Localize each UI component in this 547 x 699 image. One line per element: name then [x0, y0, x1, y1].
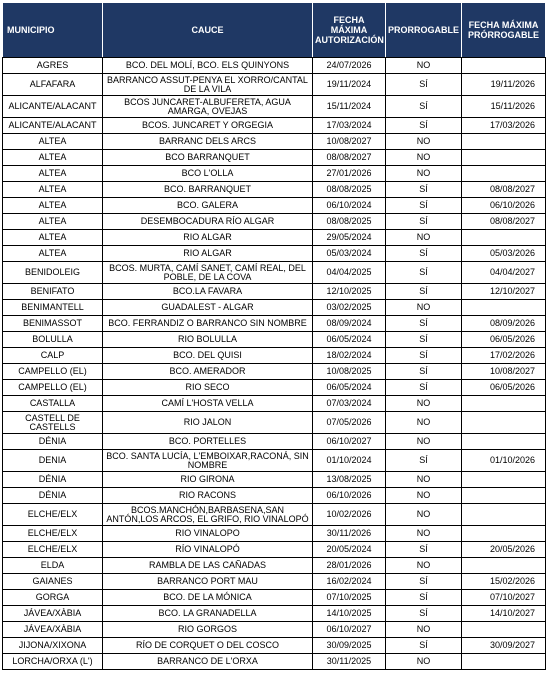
table-row	[3, 284, 546, 300]
cell-cauce: BCO. DEL QUISI	[103, 348, 313, 364]
cell-cauce: RIO ALGAR	[103, 246, 313, 262]
cell-municipio: CAMPELLO (EL)	[3, 380, 103, 396]
cell-municipio: ALTEA	[3, 230, 103, 246]
cell-fecha-autorizacion: 18/02/2024	[313, 348, 386, 364]
table-row	[3, 574, 546, 590]
cell-municipio: CASTALLA	[3, 396, 103, 412]
table-row	[3, 590, 546, 606]
cell-prorrogable: SÍ	[386, 284, 462, 300]
cell-prorrogable: NO	[386, 412, 462, 434]
cell-municipio: JÁVEA/XÀBIA	[3, 606, 103, 622]
table-row	[3, 150, 546, 166]
cell-fecha-prorrogable: 08/09/2026	[462, 316, 546, 332]
cell-cauce: BARRANCO PORT MAU	[103, 574, 313, 590]
cell-municipio: DÉNIA	[3, 434, 103, 450]
cell-municipio: AGRES	[3, 58, 103, 74]
cell-cauce: BCO. BARRANQUET	[103, 182, 313, 198]
cell-fecha-prorrogable	[462, 58, 546, 74]
cell-cauce: GUADALEST - ALGAR	[103, 300, 313, 316]
cell-prorrogable: SÍ	[386, 96, 462, 118]
cell-fecha-prorrogable: 15/11/2026	[462, 96, 546, 118]
table-row	[3, 558, 546, 574]
cell-cauce: RÍO DE CORQUET O DEL COSCO	[103, 638, 313, 654]
table-row	[3, 134, 546, 150]
cell-fecha-autorizacion: 07/10/2025	[313, 590, 386, 606]
cell-prorrogable: SÍ	[386, 606, 462, 622]
cell-municipio: CAMPELLO (EL)	[3, 364, 103, 380]
cell-cauce: BCO.LA FAVARA	[103, 284, 313, 300]
cell-municipio: ALTEA	[3, 166, 103, 182]
cell-prorrogable: NO	[386, 434, 462, 450]
cell-fecha-autorizacion: 14/10/2025	[313, 606, 386, 622]
cell-fecha-prorrogable	[462, 434, 546, 450]
cell-prorrogable: SÍ	[386, 348, 462, 364]
cell-municipio: DÉNIA	[3, 472, 103, 488]
cell-prorrogable: NO	[386, 134, 462, 150]
cell-fecha-autorizacion: 06/10/2026	[313, 488, 386, 504]
cell-municipio: CALP	[3, 348, 103, 364]
cell-municipio: BENIFATO	[3, 284, 103, 300]
cell-municipio: ALTEA	[3, 150, 103, 166]
cell-prorrogable: SÍ	[386, 590, 462, 606]
table-row	[3, 380, 546, 396]
cell-fecha-prorrogable	[462, 300, 546, 316]
cell-fecha-autorizacion: 07/05/2026	[313, 412, 386, 434]
cell-fecha-autorizacion: 15/11/2024	[313, 96, 386, 118]
cell-prorrogable: NO	[386, 526, 462, 542]
table-row	[3, 638, 546, 654]
header-row	[3, 3, 546, 58]
cell-cauce: BCOS JUNCARET-ALBUFERETA, AGUA AMARGA, OVEJAS	[103, 96, 313, 118]
cell-municipio: DENIA	[3, 450, 103, 472]
cell-prorrogable: SÍ	[386, 214, 462, 230]
cell-fecha-autorizacion: 13/08/2025	[313, 472, 386, 488]
cell-fecha-prorrogable	[462, 396, 546, 412]
cell-fecha-autorizacion: 08/08/2027	[313, 150, 386, 166]
cell-prorrogable: SÍ	[386, 316, 462, 332]
cell-prorrogable: NO	[386, 230, 462, 246]
cell-municipio: JIJONA/XIXONA	[3, 638, 103, 654]
cell-fecha-autorizacion: 06/10/2024	[313, 198, 386, 214]
table-body	[3, 58, 546, 670]
table-row	[3, 348, 546, 364]
cell-fecha-autorizacion: 10/08/2027	[313, 134, 386, 150]
cell-cauce: BARRANCO ASSUT-PENYA EL XORRO/CANTAL DE LA VILA	[103, 74, 313, 96]
cell-municipio: ALTEA	[3, 214, 103, 230]
cell-prorrogable: SÍ	[386, 332, 462, 348]
cell-fecha-autorizacion: 19/11/2024	[313, 74, 386, 96]
cell-cauce: BCO. DEL MOLÍ, BCO. ELS QUINYONS	[103, 58, 313, 74]
cell-prorrogable: SÍ	[386, 380, 462, 396]
cell-fecha-autorizacion: 08/09/2024	[313, 316, 386, 332]
cell-municipio: ALICANTE/ALACANT	[3, 96, 103, 118]
cell-municipio: ALTEA	[3, 182, 103, 198]
table-row	[3, 412, 546, 434]
cell-fecha-prorrogable: 05/03/2026	[462, 246, 546, 262]
table-row	[3, 198, 546, 214]
table-row	[3, 654, 546, 670]
cell-municipio: BENIMASSOT	[3, 316, 103, 332]
cell-prorrogable: SÍ	[386, 450, 462, 472]
cell-fecha-prorrogable: 08/08/2027	[462, 182, 546, 198]
cell-fecha-prorrogable: 06/05/2026	[462, 380, 546, 396]
cell-cauce: RÍO VINALOPÓ	[103, 542, 313, 558]
cell-fecha-prorrogable	[462, 150, 546, 166]
cell-cauce: RIO VINALOPO	[103, 526, 313, 542]
table-row	[3, 542, 546, 558]
cell-fecha-prorrogable	[462, 622, 546, 638]
header-municipio: MUNICIPIO	[3, 3, 103, 58]
cell-fecha-autorizacion: 20/05/2024	[313, 542, 386, 558]
cell-prorrogable: NO	[386, 622, 462, 638]
cell-fecha-autorizacion: 24/07/2026	[313, 58, 386, 74]
cell-prorrogable: NO	[386, 58, 462, 74]
table-row	[3, 74, 546, 96]
cell-prorrogable: SÍ	[386, 638, 462, 654]
cell-cauce: BCO. LA GRANADELLA	[103, 606, 313, 622]
cell-fecha-autorizacion: 05/03/2024	[313, 246, 386, 262]
cell-prorrogable: NO	[386, 300, 462, 316]
table-row	[3, 622, 546, 638]
cell-prorrogable: NO	[386, 396, 462, 412]
cell-fecha-prorrogable	[462, 558, 546, 574]
cell-fecha-autorizacion: 30/09/2025	[313, 638, 386, 654]
cell-prorrogable: SÍ	[386, 542, 462, 558]
cell-cauce: BCO. GALERA	[103, 198, 313, 214]
cell-fecha-prorrogable	[462, 654, 546, 670]
table-row	[3, 262, 546, 284]
cell-fecha-autorizacion: 27/01/2026	[313, 166, 386, 182]
cell-municipio: JÁVEA/XÀBIA	[3, 622, 103, 638]
cell-fecha-prorrogable: 15/02/2026	[462, 574, 546, 590]
cell-fecha-prorrogable: 20/05/2026	[462, 542, 546, 558]
cell-fecha-prorrogable: 06/05/2026	[462, 332, 546, 348]
header-prorrogable: PRORROGABLE	[386, 3, 462, 58]
table-row	[3, 214, 546, 230]
cell-prorrogable: SÍ	[386, 574, 462, 590]
cell-cauce: BCOS.MANCHÓN,BARBASENA,SAN ANTÓN,LOS ARCOS, EL GRIFO, RIO VINALOPÓ	[103, 504, 313, 526]
authorizations-table	[2, 2, 546, 670]
cell-prorrogable: SÍ	[386, 262, 462, 284]
cell-prorrogable: SÍ	[386, 182, 462, 198]
cell-municipio: BENIDOLEIG	[3, 262, 103, 284]
cell-fecha-autorizacion: 08/08/2025	[313, 182, 386, 198]
cell-fecha-autorizacion: 12/10/2025	[313, 284, 386, 300]
cell-prorrogable: SÍ	[386, 246, 462, 262]
cell-municipio: BOLULLA	[3, 332, 103, 348]
document-page	[2, 2, 546, 670]
cell-fecha-autorizacion: 07/03/2024	[313, 396, 386, 412]
table-row	[3, 472, 546, 488]
table-row	[3, 58, 546, 74]
table-row	[3, 246, 546, 262]
cell-prorrogable: NO	[386, 504, 462, 526]
cell-fecha-prorrogable	[462, 230, 546, 246]
table-row	[3, 300, 546, 316]
cell-municipio: ALFAFARA	[3, 74, 103, 96]
table-row	[3, 450, 546, 472]
cell-cauce: BCOS. MURTA, CAMÍ SANET, CAMÍ REAL, DEL POBLE, DE LA COVA	[103, 262, 313, 284]
cell-fecha-autorizacion: 06/10/2027	[313, 434, 386, 450]
cell-fecha-prorrogable: 08/08/2027	[462, 214, 546, 230]
cell-fecha-prorrogable: 12/10/2027	[462, 284, 546, 300]
cell-fecha-autorizacion: 17/03/2024	[313, 118, 386, 134]
cell-fecha-prorrogable	[462, 412, 546, 434]
cell-prorrogable: SÍ	[386, 118, 462, 134]
table-row	[3, 332, 546, 348]
cell-fecha-prorrogable: 19/11/2026	[462, 74, 546, 96]
cell-prorrogable: NO	[386, 488, 462, 504]
cell-cauce: BCO L'OLLA	[103, 166, 313, 182]
cell-cauce: BCO. FERRANDIZ O BARRANCO SIN NOMBRE	[103, 316, 313, 332]
cell-municipio: ALTEA	[3, 198, 103, 214]
cell-cauce: BCO BARRANQUET	[103, 150, 313, 166]
table-row	[3, 504, 546, 526]
cell-cauce: BCO. AMERADOR	[103, 364, 313, 380]
cell-cauce: RAMBLA DE LAS CAÑADAS	[103, 558, 313, 574]
cell-cauce: RIO GORGOS	[103, 622, 313, 638]
cell-municipio: GAIANES	[3, 574, 103, 590]
cell-fecha-autorizacion: 10/08/2025	[313, 364, 386, 380]
cell-fecha-autorizacion: 08/08/2025	[313, 214, 386, 230]
cell-fecha-autorizacion: 06/05/2024	[313, 380, 386, 396]
cell-cauce: BCO. DE LA MÓNICA	[103, 590, 313, 606]
cell-cauce: RIO ALGAR	[103, 230, 313, 246]
cell-fecha-prorrogable	[462, 472, 546, 488]
cell-cauce: BARRANCO DE L'ORXA	[103, 654, 313, 670]
header-fecha-maxima-autorizacion: FECHA MÁXIMA AUTORIZACIÓN	[313, 3, 386, 58]
cell-municipio: ELCHE/ELX	[3, 504, 103, 526]
cell-municipio: GORGA	[3, 590, 103, 606]
table-row	[3, 396, 546, 412]
cell-cauce: RIO GIRONA	[103, 472, 313, 488]
cell-fecha-autorizacion: 30/11/2025	[313, 654, 386, 670]
cell-municipio: CASTELL DE CASTELLS	[3, 412, 103, 434]
cell-fecha-prorrogable: 04/04/2027	[462, 262, 546, 284]
cell-fecha-prorrogable: 06/10/2026	[462, 198, 546, 214]
cell-prorrogable: NO	[386, 166, 462, 182]
cell-cauce: DESEMBOCADURA RÍO ALGAR	[103, 214, 313, 230]
cell-fecha-autorizacion: 29/05/2024	[313, 230, 386, 246]
cell-cauce: RIO BOLULLA	[103, 332, 313, 348]
cell-municipio: LORCHA/ORXA (L')	[3, 654, 103, 670]
cell-fecha-autorizacion: 01/10/2024	[313, 450, 386, 472]
cell-fecha-prorrogable: 10/08/2027	[462, 364, 546, 380]
cell-fecha-prorrogable	[462, 504, 546, 526]
cell-fecha-autorizacion: 30/11/2026	[313, 526, 386, 542]
cell-fecha-prorrogable	[462, 134, 546, 150]
header-cauce: CAUCE	[103, 3, 313, 58]
table-row	[3, 182, 546, 198]
cell-cauce: RIO RACONS	[103, 488, 313, 504]
cell-fecha-prorrogable: 17/02/2026	[462, 348, 546, 364]
cell-cauce: BCO. SANTA LUCÍA, L'EMBOIXAR,RACONÁ, SIN NOMBRE	[103, 450, 313, 472]
cell-fecha-prorrogable	[462, 166, 546, 182]
cell-fecha-autorizacion: 06/10/2027	[313, 622, 386, 638]
cell-prorrogable: SÍ	[386, 74, 462, 96]
cell-prorrogable: SÍ	[386, 364, 462, 380]
cell-cauce: RIO SECO	[103, 380, 313, 396]
cell-municipio: DÉNIA	[3, 488, 103, 504]
cell-municipio: ELCHE/ELX	[3, 526, 103, 542]
cell-fecha-prorrogable: 01/10/2026	[462, 450, 546, 472]
cell-fecha-prorrogable: 17/03/2026	[462, 118, 546, 134]
cell-prorrogable: NO	[386, 150, 462, 166]
cell-prorrogable: NO	[386, 654, 462, 670]
cell-municipio: ELDA	[3, 558, 103, 574]
cell-prorrogable: SÍ	[386, 198, 462, 214]
cell-fecha-autorizacion: 06/05/2024	[313, 332, 386, 348]
table-header	[3, 3, 546, 58]
cell-cauce: BCO. PORTELLES	[103, 434, 313, 450]
cell-municipio: BENIMANTELL	[3, 300, 103, 316]
table-row	[3, 526, 546, 542]
table-row	[3, 96, 546, 118]
cell-fecha-autorizacion: 04/04/2025	[313, 262, 386, 284]
table-row	[3, 606, 546, 622]
cell-fecha-prorrogable: 30/09/2027	[462, 638, 546, 654]
cell-fecha-prorrogable: 14/10/2027	[462, 606, 546, 622]
table-row	[3, 230, 546, 246]
cell-fecha-prorrogable	[462, 488, 546, 504]
cell-fecha-prorrogable	[462, 526, 546, 542]
cell-fecha-autorizacion: 16/02/2024	[313, 574, 386, 590]
cell-fecha-autorizacion: 10/02/2026	[313, 504, 386, 526]
cell-fecha-prorrogable: 07/10/2027	[462, 590, 546, 606]
cell-municipio: ALTEA	[3, 134, 103, 150]
header-fecha-maxima-prorrogable: FECHA MÁXIMA PRÓRROGABLE	[462, 3, 546, 58]
table-row	[3, 364, 546, 380]
cell-fecha-autorizacion: 03/02/2025	[313, 300, 386, 316]
cell-fecha-autorizacion: 28/01/2026	[313, 558, 386, 574]
cell-cauce: RIO JALON	[103, 412, 313, 434]
cell-cauce: CAMÍ L'HOSTA VELLA	[103, 396, 313, 412]
table-row	[3, 166, 546, 182]
table-row	[3, 434, 546, 450]
cell-municipio: ELCHE/ELX	[3, 542, 103, 558]
cell-cauce: BCOS. JUNCARET Y ORGEGIA	[103, 118, 313, 134]
table-row	[3, 118, 546, 134]
table-row	[3, 488, 546, 504]
cell-cauce: BARRANC DELS ARCS	[103, 134, 313, 150]
cell-prorrogable: NO	[386, 558, 462, 574]
cell-prorrogable: NO	[386, 472, 462, 488]
cell-municipio: ALTEA	[3, 246, 103, 262]
cell-municipio: ALICANTE/ALACANT	[3, 118, 103, 134]
table-row	[3, 316, 546, 332]
